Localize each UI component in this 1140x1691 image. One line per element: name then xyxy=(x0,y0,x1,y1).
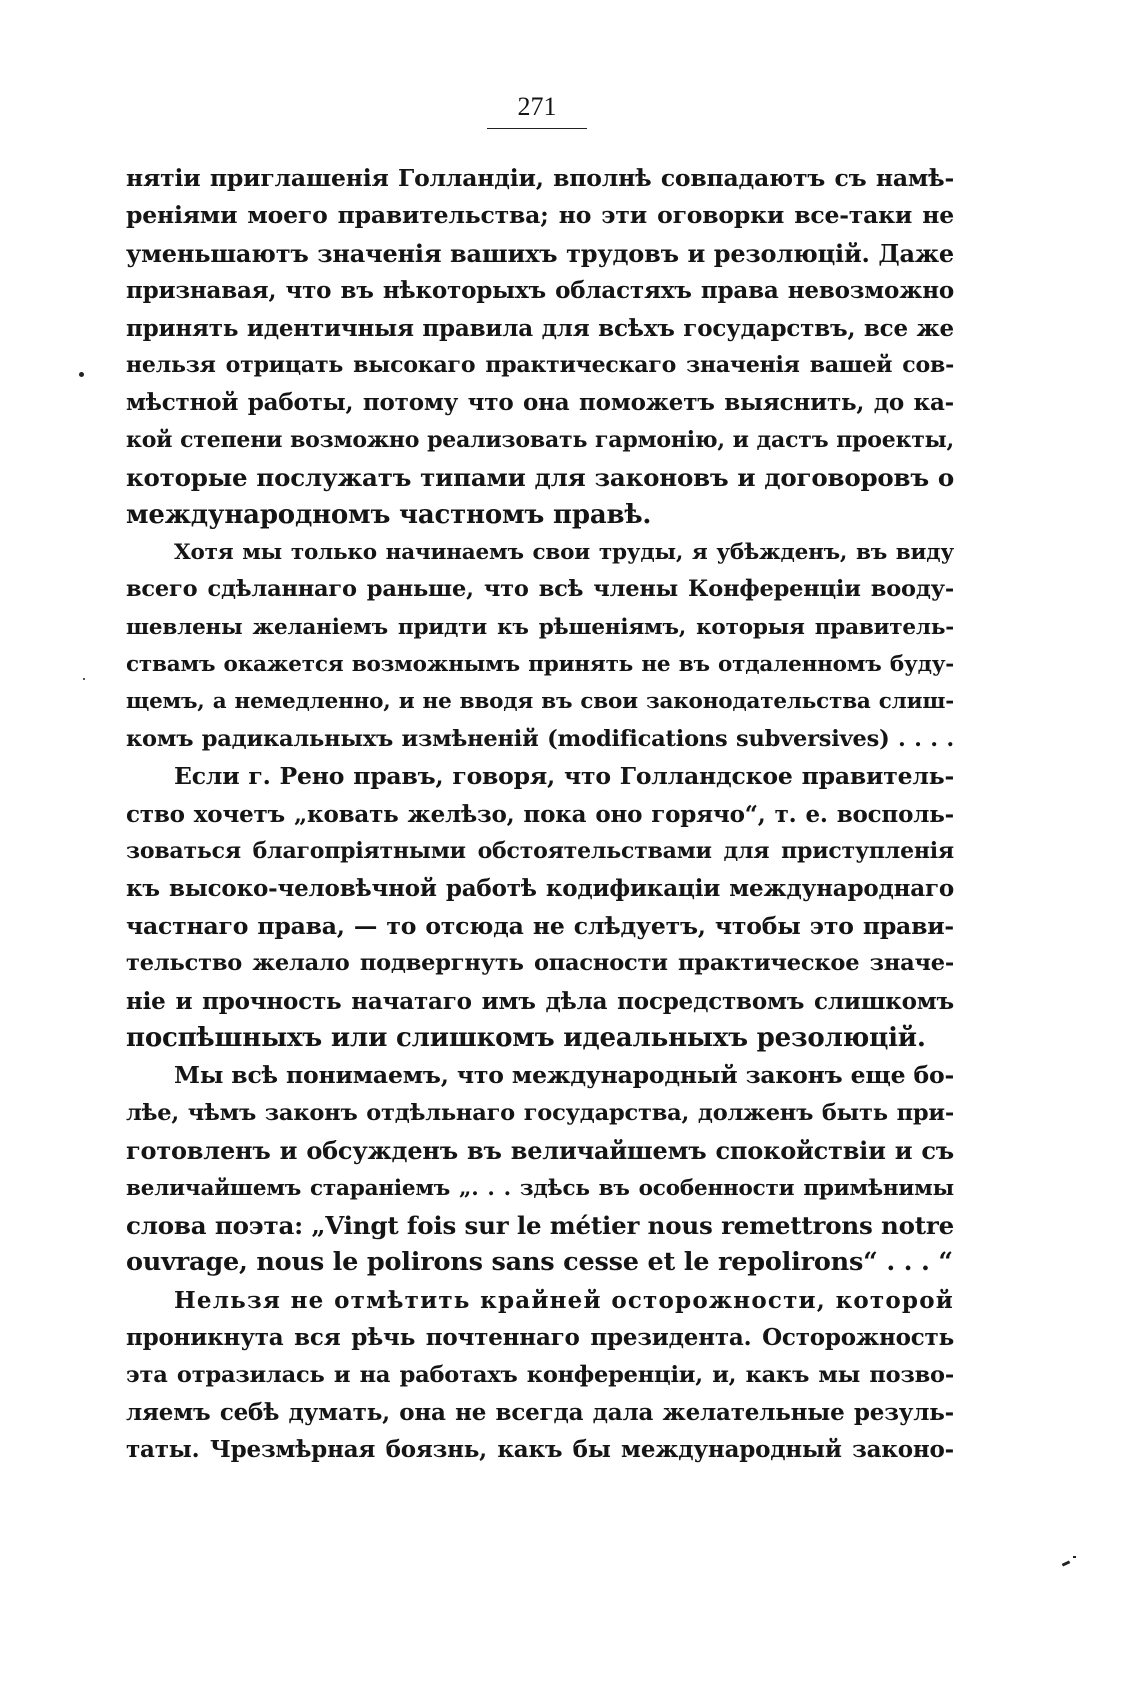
text-line: нятіи приглашенія Голландіи, вполнѣ совпадаютъ съ намѣ- xyxy=(126,164,954,192)
scan-speck xyxy=(1062,1560,1071,1566)
text-line: готовленъ и обсужденъ въ величайшемъ спокойствіи и съ xyxy=(126,1136,954,1166)
text-line: Хотя мы только начинаемъ свои труды, я убѣжденъ, въ виду xyxy=(174,539,954,565)
text-line: ство хочетъ „ковать желѣзо, пока оно горячо“, т. е. восполь- xyxy=(126,800,954,828)
text-line: кой степени возможно реализовать гармонію, и дастъ проекты, xyxy=(126,426,954,453)
text-line: поспѣшныхъ или слишкомъ идеальныхъ резолюцій. xyxy=(126,1022,926,1053)
text-line: тельство желало подвергнуть опасности практическое значе- xyxy=(126,950,954,977)
text-line: къ высоко-человѣчной работѣ кодификаціи международнаго xyxy=(126,875,954,903)
text-line: которые послужатъ типами для законовъ и договоровъ о xyxy=(126,463,954,493)
text-line: величайшемъ стараніемъ „. . . здѣсь въ особенности примѣнимы xyxy=(126,1175,954,1201)
text-line: принять идентичныя правила для всѣхъ государствъ, все же xyxy=(126,314,954,342)
text-line: нельзя отрицать высокаго практическаго значенія вашей сов- xyxy=(126,351,954,378)
text-line: лѣе, чѣмъ законъ отдѣльнаго государства, долженъ быть при- xyxy=(126,1099,954,1126)
text-line: комъ радикальныхъ измѣненій (modifications subversives) . . . . xyxy=(126,725,954,752)
text-line: ніе и прочность начатаго имъ дѣла посредствомъ слишкомъ xyxy=(126,987,954,1015)
text-line: признавая, что въ нѣкоторыхъ областяхъ права невозможно xyxy=(126,277,954,305)
scan-speck xyxy=(83,678,85,680)
text-line: ляемъ себѣ думать, она не всегда дала желательные резуль- xyxy=(126,1398,954,1426)
text-line: ouvrage, nous le polirons sans cesse et le repolirons“ . . . “ xyxy=(126,1247,953,1278)
scan-speck xyxy=(79,372,84,377)
text-line: проникнута вся рѣчь почтеннаго президента. Осторожность xyxy=(126,1324,954,1352)
scan-speck xyxy=(1073,1556,1076,1558)
text-line: частнаго права, — то отсюда не слѣдуетъ, чтобы это прави- xyxy=(126,911,954,940)
text-line: Нельзя не отмѣтить крайней осторожности, которой xyxy=(174,1286,954,1314)
text-line: уменьшаютъ значенія вашихъ трудовъ и резолюцій. Даже xyxy=(126,238,954,268)
text-line: мѣстной работы, потому что она поможетъ выяснить, до ка- xyxy=(126,389,954,417)
text-line: шевлены желаніемъ придти къ рѣшеніямъ, которыя правитель- xyxy=(126,614,954,640)
text-line: международномъ частномъ правѣ. xyxy=(126,499,652,530)
text-line: эта отразилась и на работахъ конференціи, и, какъ мы позво- xyxy=(126,1361,954,1388)
header-rule xyxy=(487,128,587,129)
body-text xyxy=(126,160,954,1469)
text-line: Если г. Рено правъ, говоря, что Голландское правитель- xyxy=(174,762,954,791)
text-line: Мы всѣ понимаемъ, что международный законъ еще бо- xyxy=(174,1061,954,1090)
text-line: щемъ, а немедленно, и не вводя въ свои законодательства слиш- xyxy=(126,689,954,715)
text-line: ствамъ окажется возможнымъ принять не въ отдаленномъ буду- xyxy=(126,652,954,678)
text-line: всего сдѣланнаго раньше, что всѣ члены Конференціи вооду- xyxy=(126,576,954,603)
text-line: слова поэта: „Vingt fois sur le métier nous remettrons notre xyxy=(126,1210,954,1240)
text-line: реніями моего правительства; но эти оговорки все-таки не xyxy=(126,201,954,230)
page-number: 271 xyxy=(517,92,557,121)
text-line: зоваться благопріятными обстоятельствами для приступленія xyxy=(126,838,954,865)
text-line: таты. Чрезмѣрная боязнь, какъ бы международный законо- xyxy=(126,1436,954,1464)
